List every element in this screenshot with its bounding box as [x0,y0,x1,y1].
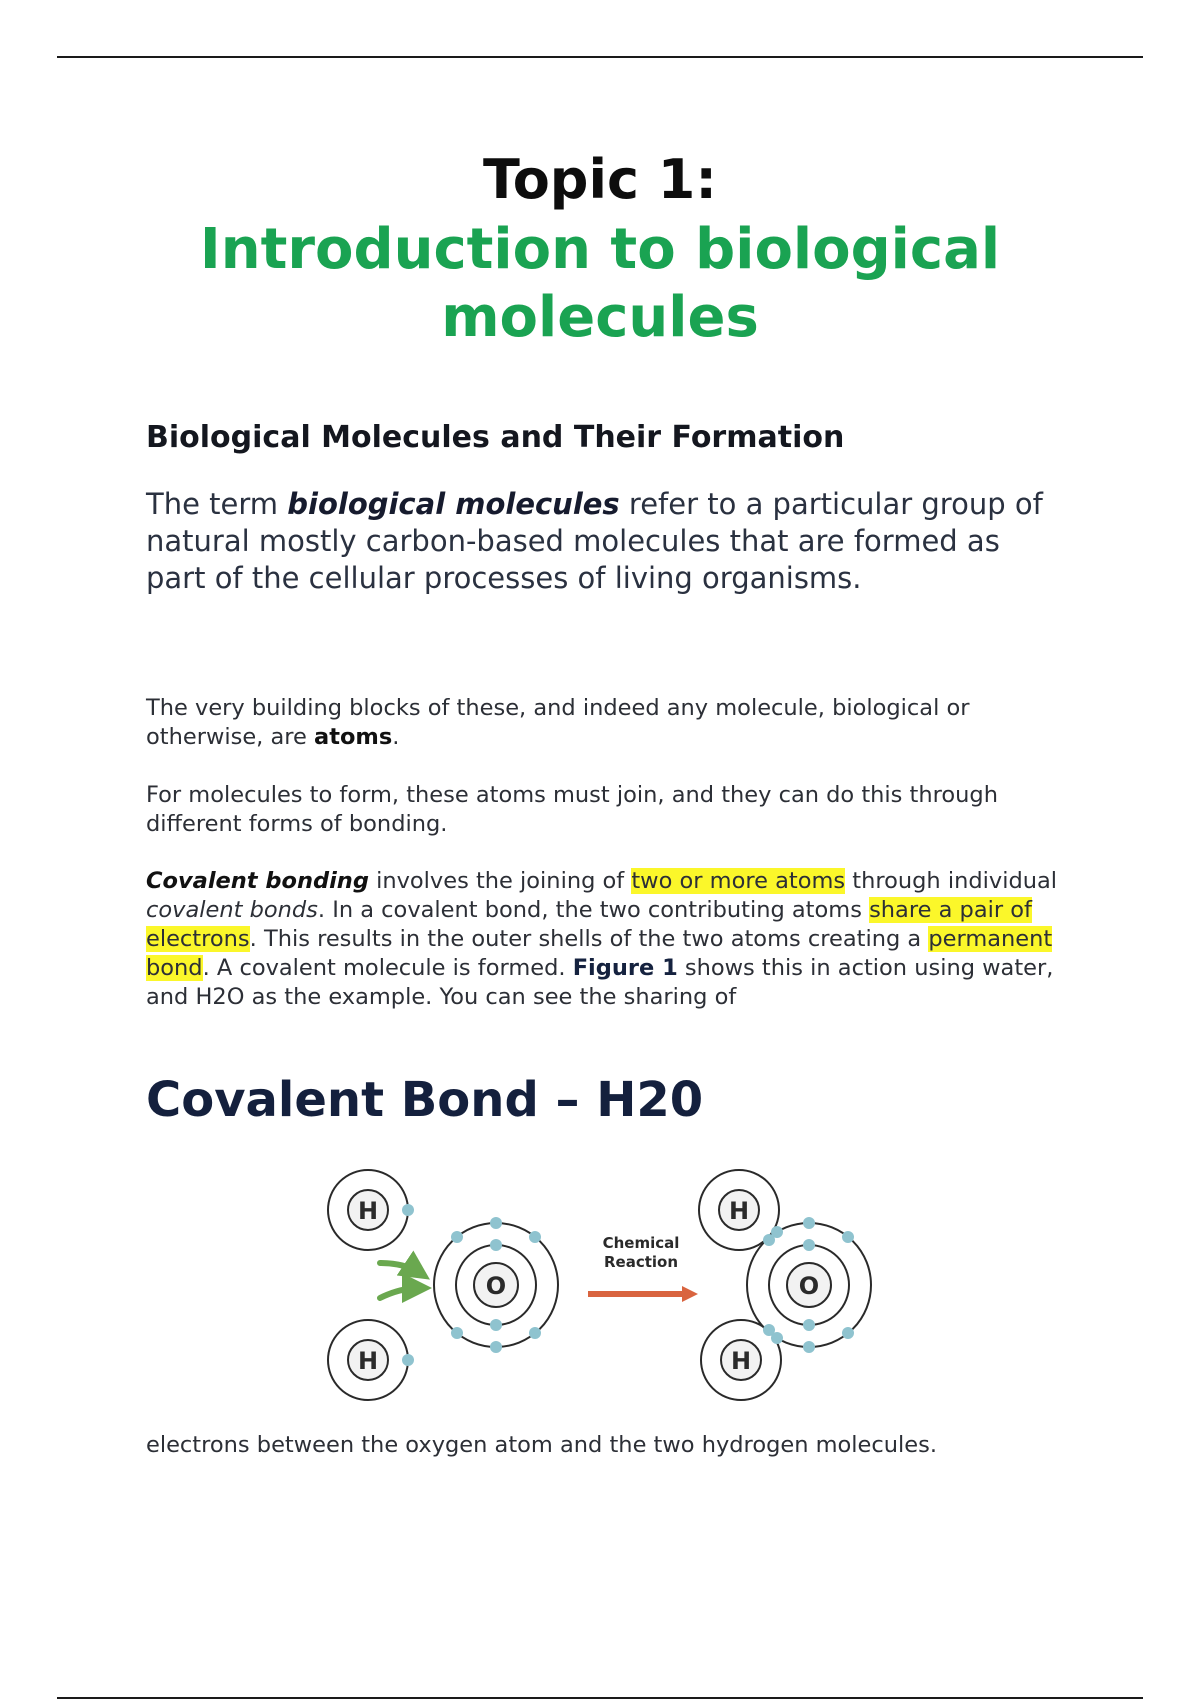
covalent-term: Covalent bonding [146,868,369,894]
highlight-share-electrons: share a pair of electrons [146,897,1032,952]
bottom-rule [57,1697,1143,1699]
electron-dot [529,1327,541,1339]
highlight-bond: bond [146,955,203,981]
section-heading: Biological Molecules and Their Formation [146,420,845,455]
figure-reference: Figure 1 [572,955,678,981]
para1-post: . [392,724,400,750]
page-title-line1: Introduction to biological [199,217,1001,282]
paragraph-atoms [146,694,1076,752]
figure-heading: Covalent Bond – H20 [146,1072,704,1128]
lead-paragraph [146,486,1066,597]
lead-post: refer to a particular group of natural mostly carbon-based molecules that are formed as part of the cellular processes of living organisms. [146,487,1043,595]
green-arrows [380,1263,420,1298]
lead-pre: The term [146,487,288,521]
electron-dot [451,1327,463,1339]
page-title [0,216,1200,352]
para3-t7: shows this in action using water, and H2O as the example. You can see the sharing of [146,955,1054,1010]
electron-dot [490,1239,502,1251]
electron-dot [402,1354,414,1366]
right-h-bottom-label: H [730,1347,752,1375]
para3-t2: through individual [845,868,1058,894]
electron-dot [771,1332,783,1344]
left-hydrogen-top [328,1170,414,1250]
lead-term: biological molecules [287,487,620,521]
electron-dot [490,1319,502,1331]
left-h-bottom-label: H [357,1347,379,1375]
electron-dot [842,1327,854,1339]
para1-pre: The very building blocks of these, and indeed any molecule, biological or otherwise, are [146,695,970,750]
electron-dot [451,1231,463,1243]
electron-dot [803,1341,815,1353]
para1-bold: atoms [314,724,393,750]
reaction-label [603,1234,680,1271]
para3-t4: . This results in the outer shells of the two atoms creating a [249,926,929,952]
right-h-top-label: H [728,1197,750,1225]
reaction-label-line2: Reaction [603,1253,679,1271]
electron-dot [490,1341,502,1353]
electron-dot [490,1217,502,1229]
right-o-label: O [798,1272,820,1300]
reaction-label-line1: Chemical [602,1234,680,1252]
electron-dot [842,1231,854,1243]
paragraph-covalent [146,867,1076,1012]
electron-dot [803,1239,815,1251]
covalent-bonds-italic: covalent bonds [146,897,318,923]
paragraph-electrons: electrons between the oxygen atom and the two hydrogen molecules. [146,1432,937,1458]
page-title-line2: molecules [441,285,759,350]
topic-label: Topic 1: [483,148,717,211]
title-block [0,148,1200,352]
electron-dot [529,1231,541,1243]
electron-dot [402,1204,414,1216]
electron-dot [771,1226,783,1238]
left-hydrogen-bottom [328,1320,414,1400]
paragraph-bonding: For molecules to form, these atoms must join, and they can do this through different forms of bonding. [146,782,998,837]
right-oxygen [747,1217,871,1353]
covalent-bond-diagram [320,1158,900,1408]
left-oxygen [434,1217,558,1353]
para3-t1: involves the joining of [368,868,632,894]
electron-dot [803,1319,815,1331]
para3-t6: . A covalent molecule is formed. [202,955,573,981]
left-h-top-label: H [357,1197,379,1225]
reaction-arrow [588,1286,698,1302]
left-o-label: O [485,1272,507,1300]
top-rule [57,56,1143,58]
electron-dot [803,1217,815,1229]
highlight-two-atoms: two or more atoms [631,868,846,894]
highlight-permanent: permanent [928,926,1053,952]
para3-t3: . In a covalent bond, the two contributing atoms [317,897,870,923]
